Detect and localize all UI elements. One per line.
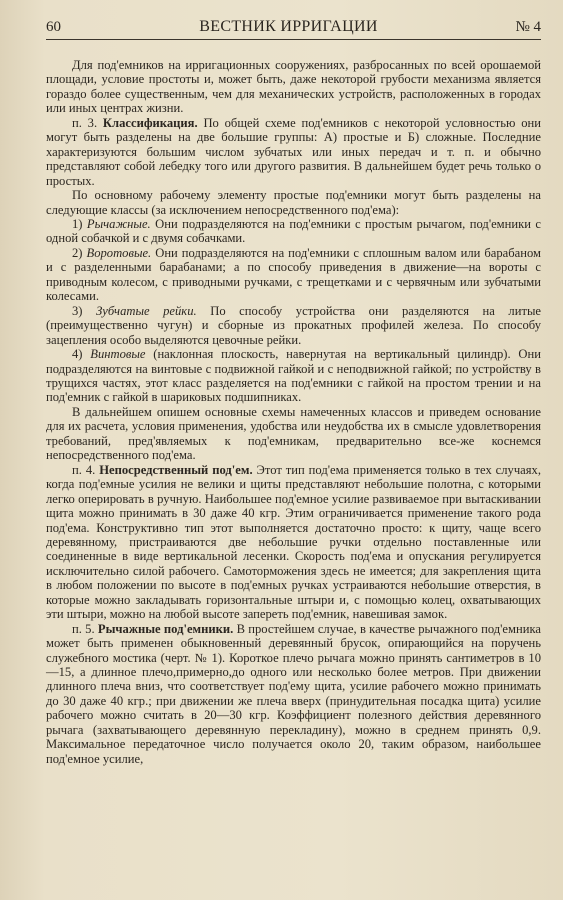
classes-paragraph: По основному рабочему элементу простые под'емники могут быть разделены на следующие классы (за исключением непосредственного под'ема): (46, 188, 541, 217)
intro-paragraph: Для под'емников на ирригационных сооружениях, разбросанных по всей орошаемой площади, условие простоты и, может быть, даже некоторой грубости механизма является гораздо более существенным, чем для механических устройств, расположенных в городах или иных центрах жизни. (46, 58, 541, 116)
section-5-text: В простейшем случае, в качестве рычажного под'емника может быть применен обыкновенный деревянный брусок, опирающийся на поручень служебного мостика (черт. № 1). Короткое плечо рычага можно принять сантиметров в 10—15, а длинное плечо,примерно,до одного или несколько более метров. При движении длинного плеча вниз, что соответствует под'ему щита, усилие рабочего можно принимать до 30 даже 40 кгр.; при движении же плеча вверх (принудительная посадка щита) усилие рабочего можно считать в 20—30 кгр. Коэффициент полезного действия деревянного рычага (захватывающего деревянную перекладину), можно в среднем принять 0,9. Максимальное передаточное число получается около 20, таким образом, наибольшее под'емное усилие, (46, 621, 541, 766)
issue-number: № 4 (515, 19, 541, 35)
section-4-text: Этот тип под'ема применяется только в тех случаях, когда под'емные усилия не велики и щиты представляют небольшие полотна, с которыми легко оперировать в ручную. Наибольшее под'емное усилие развиваемое при вытаскивании щита можно принимать в 30 даже 40 кгр. Этим ограничивается применение такого рода под'ема. Конструктивно тип этот выполняется достаточно просто: к щиту, чаще всего деревянному, пристраиваются две небольшие ручки отдельно поставленные или соединенные в виде вертикальной лесенки. Скорость под'ема и опускания регулируется исключительно силой рабочего. Самоторможения здесь не имеется; для закрепления щита в любом положении по высоте в под'емных ручках устраиваются небольшие отверстия, в которые можно закладывать горизонтальные штыри и, с помощью колец, охватывающих эти штыри, можно на любой высоте запереть под'емник, навешивая замок. (46, 462, 541, 622)
class-3-name: Зубчатые рейки. (96, 303, 197, 318)
class-1-paragraph (46, 217, 541, 246)
page-header (46, 18, 541, 40)
class-3-text: По способу устройства они разделяются на литые (преимущественно чугун) и сборные из прокатных профилей железа. По способу зацепления особо выделяются цевочные рейки. (46, 303, 541, 347)
section-5-number: п. 5. (72, 621, 95, 636)
section-5-paragraph (46, 622, 541, 767)
class-3-paragraph (46, 304, 541, 347)
article-body (46, 58, 541, 766)
class-1-number: 1) (72, 216, 83, 231)
section-3-text: По общей схеме под'емников с некоторой условностью они могут быть разделены на две большие группы: А) простые и Б) сложные. Последние характеризуются большим числом зубчатых или иных передач и т. п. и обычно представляют собой лебедку того или другого развития. В дальнейшем будет речь только о простых. (46, 115, 541, 188)
section-3-number: п. 3. (72, 115, 98, 130)
section-5-title: Рычажные под'емники. (97, 621, 234, 636)
class-4-number: 4) (72, 347, 83, 362)
journal-title: ВЕСТНИК ИРРИГАЦИИ (199, 18, 378, 35)
section-3-title: Классификация. (102, 115, 198, 130)
class-1-text: Они подразделяются на под'емники с простым рычагом, под'емники с одной собачкой и с двумя собачками. (46, 216, 541, 246)
class-3-number: 3) (72, 303, 83, 318)
class-2-text: Они подразделяются на под'емники с сплошным валом или барабаном и с разделенными барабанами; а по способу приведения в движение—на вороты с приводным колесом, с приводными ручками, с трещетками и с червячным или зубчатыми колесами. (46, 245, 541, 304)
section-4-number: п. 4. (72, 462, 96, 477)
class-4-paragraph (46, 347, 541, 405)
section-4-title: Непосредственный под'ем. (99, 462, 253, 477)
page-number: 60 (46, 19, 61, 35)
class-2-name: Воротовые. (86, 245, 152, 260)
class-1-name: Рычажные. (86, 216, 151, 231)
section-4-paragraph (46, 463, 541, 622)
class-2-number: 2) (72, 245, 83, 260)
class-4-name: Винтовые (90, 347, 146, 362)
class-2-paragraph (46, 246, 541, 304)
class-4-text: (наклонная плоскость, навернутая на вертикальный цилиндр). Они подразделяются на винтовые с подвижной гайкой и с неподвижной гайкой; по устройству в трущихся частях, этот класс разделяется на под'емники с гайкой на простом трении и на под'емник с гайкой в шариковых подшипниках. (46, 347, 541, 405)
section-3-paragraph (46, 116, 541, 188)
next-paragraph: В дальнейшем опишем основные схемы намеченных классов и приведем основание для их расчета, условия применения, удобства или неудобства их в смысле удовлетворения требований, пред'являемых к под'емникам, предварительно все-же коснемся непосредственного под'ема. (46, 404, 541, 463)
